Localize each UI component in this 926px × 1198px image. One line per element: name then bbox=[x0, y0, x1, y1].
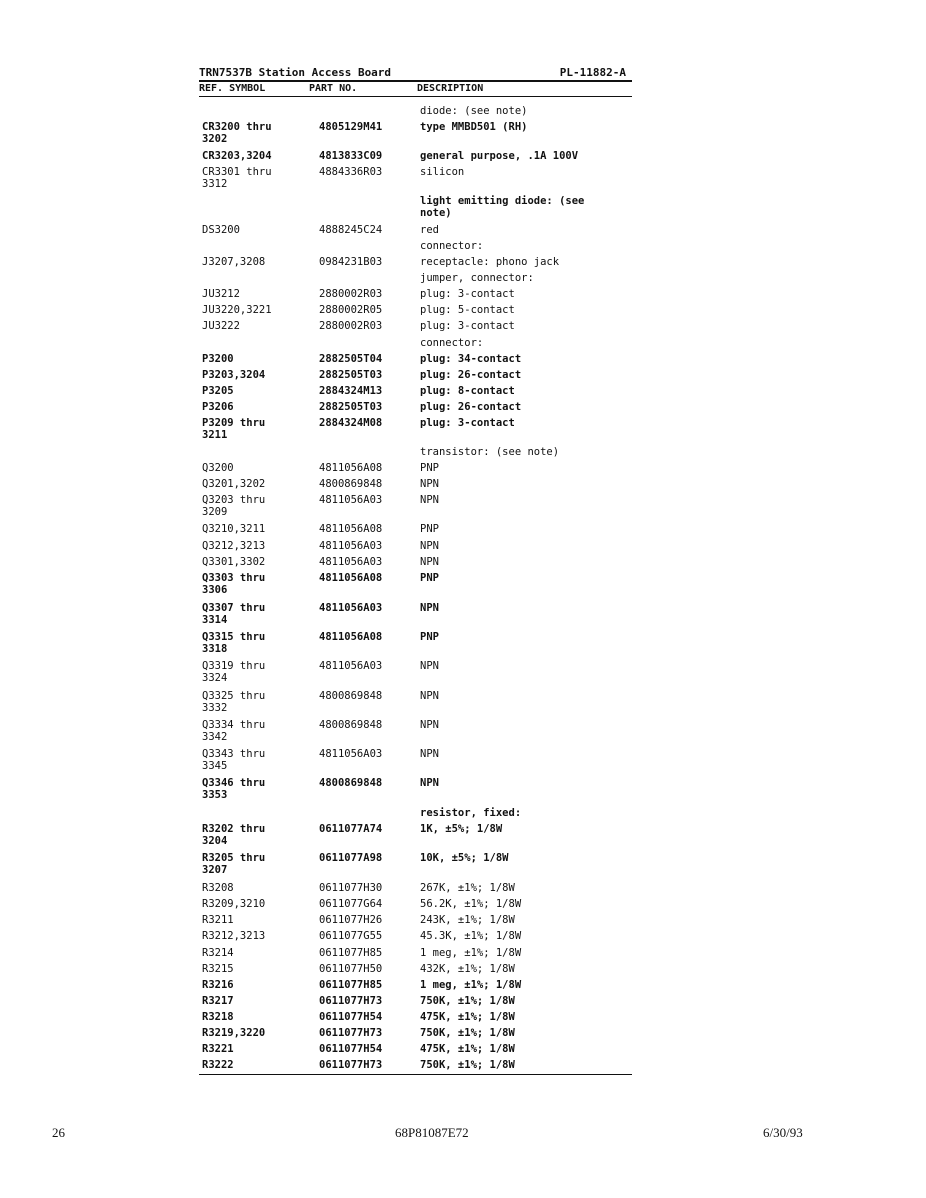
ref-symbol: R3222 bbox=[202, 1059, 234, 1071]
description: plug: 3-contact bbox=[420, 320, 515, 332]
description: PNP bbox=[420, 572, 439, 584]
description: connector: bbox=[420, 337, 484, 349]
description: PNP bbox=[420, 462, 439, 474]
table-row bbox=[199, 631, 632, 655]
board-title: TRN7537B Station Access Board bbox=[199, 66, 392, 79]
part-number bbox=[309, 240, 417, 252]
page-header bbox=[199, 66, 632, 80]
description: 1K, ±5%; 1/8W bbox=[420, 823, 503, 835]
column-header bbox=[199, 82, 632, 96]
table-row bbox=[199, 556, 632, 568]
description: 267K, ±1%; 1/8W bbox=[420, 882, 515, 894]
part-number: 0611077H73 bbox=[319, 1027, 383, 1039]
table-row bbox=[199, 1059, 632, 1071]
ref-symbol: R3211 bbox=[202, 914, 234, 926]
ref-symbol: R3219,3220 bbox=[202, 1027, 266, 1039]
description: 750K, ±1%; 1/8W bbox=[420, 1027, 515, 1039]
part-number: 4811056A03 bbox=[319, 556, 383, 568]
part-number: 0611077H85 bbox=[319, 979, 383, 991]
description: type MMBD501 (RH) bbox=[420, 121, 528, 133]
description: light emitting diode: (see note) bbox=[420, 195, 585, 219]
part-number bbox=[309, 272, 417, 284]
ref-symbol: Q3325 thru 3332 bbox=[202, 690, 266, 714]
ref-symbol: CR3301 thru 3312 bbox=[202, 166, 272, 190]
part-number: 4884336R03 bbox=[319, 166, 383, 178]
table-row bbox=[199, 256, 632, 268]
table-row bbox=[199, 690, 632, 714]
part-number: 0611077H26 bbox=[319, 914, 383, 926]
description: 750K, ±1%; 1/8W bbox=[420, 1059, 515, 1071]
table-row bbox=[199, 540, 632, 552]
ref-symbol: P3205 bbox=[202, 385, 234, 397]
part-number: 0611077G64 bbox=[319, 898, 383, 910]
document-number: 68P81087E72 bbox=[395, 1125, 469, 1140]
part-number: 4805129M41 bbox=[319, 121, 383, 133]
ref-symbol: JU3222 bbox=[202, 320, 240, 332]
part-number: 2880002R05 bbox=[319, 304, 383, 316]
part-number: 0611077H50 bbox=[319, 963, 383, 975]
description: silicon bbox=[420, 166, 465, 178]
description: NPN bbox=[420, 556, 439, 568]
ref-symbol: Q3319 thru 3324 bbox=[202, 660, 266, 684]
part-number: 2882505T03 bbox=[319, 369, 383, 381]
col-part-no: PART NO. bbox=[309, 83, 358, 94]
part-number: 4811056A08 bbox=[319, 572, 383, 584]
table-row bbox=[199, 572, 632, 596]
part-number: 2882505T03 bbox=[319, 401, 383, 413]
ref-symbol: Q3210,3211 bbox=[202, 523, 266, 535]
ref-symbol: J3207,3208 bbox=[202, 256, 266, 268]
description: general purpose, .1A 100V bbox=[420, 150, 579, 162]
table-row bbox=[199, 852, 632, 876]
description: 1 meg, ±1%; 1/8W bbox=[420, 979, 522, 991]
part-number: 4800869848 bbox=[319, 777, 383, 789]
description: NPN bbox=[420, 748, 439, 760]
ref-symbol bbox=[199, 272, 309, 284]
description: NPN bbox=[420, 690, 439, 702]
part-number: 2882505T04 bbox=[319, 353, 383, 365]
part-number: 4811056A08 bbox=[319, 631, 383, 643]
description: NPN bbox=[420, 719, 439, 731]
ref-symbol: JU3212 bbox=[202, 288, 240, 300]
description: plug: 5-contact bbox=[420, 304, 515, 316]
table-row bbox=[199, 882, 632, 894]
part-number: 2884324M13 bbox=[319, 385, 383, 397]
description: 1 meg, ±1%; 1/8W bbox=[420, 947, 522, 959]
part-number: 0611077A98 bbox=[319, 852, 383, 864]
table-row bbox=[199, 166, 632, 190]
part-number: 0611077H73 bbox=[319, 1059, 383, 1071]
ref-symbol bbox=[199, 337, 309, 349]
description: plug: 8-contact bbox=[420, 385, 515, 397]
ref-symbol: P3206 bbox=[202, 401, 234, 413]
description: NPN bbox=[420, 602, 439, 614]
table-row bbox=[199, 446, 632, 458]
table-row bbox=[199, 914, 632, 926]
ref-symbol: Q3303 thru 3306 bbox=[202, 572, 266, 596]
table-row bbox=[199, 979, 632, 991]
description: PNP bbox=[420, 523, 439, 535]
description: 10K, ±5%; 1/8W bbox=[420, 852, 509, 864]
description: NPN bbox=[420, 478, 439, 490]
table-row bbox=[199, 1011, 632, 1023]
part-number: 4811056A03 bbox=[319, 660, 383, 672]
part-number: 4811056A03 bbox=[319, 494, 383, 506]
ref-symbol: CR3203,3204 bbox=[202, 150, 272, 162]
description: jumper, connector: bbox=[420, 272, 534, 284]
table-row bbox=[199, 385, 632, 397]
ref-symbol: Q3343 thru 3345 bbox=[202, 748, 266, 772]
part-number: 0611077G55 bbox=[319, 930, 383, 942]
part-number bbox=[309, 807, 417, 819]
ref-symbol: CR3200 thru 3202 bbox=[202, 121, 272, 145]
part-number: 4888245C24 bbox=[319, 224, 383, 236]
ref-symbol: Q3212,3213 bbox=[202, 540, 266, 552]
description: red bbox=[420, 224, 439, 236]
table-row bbox=[199, 478, 632, 490]
table-row bbox=[199, 947, 632, 959]
part-number: 0611077H30 bbox=[319, 882, 383, 894]
ref-symbol bbox=[199, 195, 309, 219]
table-row bbox=[199, 777, 632, 801]
ref-symbol: R3218 bbox=[202, 1011, 234, 1023]
table-row bbox=[199, 337, 632, 349]
table-row bbox=[199, 719, 632, 743]
description: transistor: (see note) bbox=[420, 446, 560, 458]
part-number: 4811056A08 bbox=[319, 462, 383, 474]
description: NPN bbox=[420, 494, 439, 506]
part-number: 0611077H54 bbox=[319, 1011, 383, 1023]
description: 475K, ±1%; 1/8W bbox=[420, 1043, 515, 1055]
ref-symbol: Q3346 thru 3353 bbox=[202, 777, 266, 801]
table-row bbox=[199, 995, 632, 1007]
part-number: 4800869848 bbox=[319, 719, 383, 731]
part-number: 0611077H85 bbox=[319, 947, 383, 959]
table-row bbox=[199, 353, 632, 365]
ref-symbol bbox=[199, 105, 309, 117]
ref-symbol: Q3301,3302 bbox=[202, 556, 266, 568]
description: receptacle: phono jack bbox=[420, 256, 560, 268]
part-number: 0611077A74 bbox=[319, 823, 383, 835]
ref-symbol bbox=[199, 446, 309, 458]
table-row bbox=[199, 748, 632, 772]
ref-symbol: R3217 bbox=[202, 995, 234, 1007]
part-number: 4800869848 bbox=[319, 478, 383, 490]
col-description: DESCRIPTION bbox=[417, 83, 484, 94]
description: 243K, ±1%; 1/8W bbox=[420, 914, 515, 926]
part-number: 0611077H73 bbox=[319, 995, 383, 1007]
ref-symbol: Q3203 thru 3209 bbox=[202, 494, 266, 518]
description: plug: 26-contact bbox=[420, 369, 522, 381]
description: diode: (see note) bbox=[420, 105, 528, 117]
table-row bbox=[199, 369, 632, 381]
table-row bbox=[199, 1043, 632, 1055]
ref-symbol: R3215 bbox=[202, 963, 234, 975]
part-number: 2880002R03 bbox=[319, 288, 383, 300]
description: NPN bbox=[420, 540, 439, 552]
part-number bbox=[309, 337, 417, 349]
table-row bbox=[199, 930, 632, 942]
ref-symbol: R3208 bbox=[202, 882, 234, 894]
description: 475K, ±1%; 1/8W bbox=[420, 1011, 515, 1023]
table-row bbox=[199, 494, 632, 518]
ref-symbol: P3200 bbox=[202, 353, 234, 365]
part-number: 4813833C09 bbox=[319, 150, 383, 162]
ref-symbol: R3212,3213 bbox=[202, 930, 266, 942]
part-number bbox=[309, 105, 417, 117]
table-row bbox=[199, 240, 632, 252]
table-row bbox=[199, 401, 632, 413]
description: 45.3K, ±1%; 1/8W bbox=[420, 930, 522, 942]
table-row bbox=[199, 523, 632, 535]
ref-symbol: R3209,3210 bbox=[202, 898, 266, 910]
ref-symbol: Q3200 bbox=[202, 462, 234, 474]
ref-symbol: JU3220,3221 bbox=[202, 304, 272, 316]
part-number: 0611077H54 bbox=[319, 1043, 383, 1055]
ref-symbol: Q3201,3202 bbox=[202, 478, 266, 490]
table-row bbox=[199, 1027, 632, 1039]
col-ref-symbol: REF. SYMBOL bbox=[199, 83, 266, 94]
ref-symbol: Q3307 thru 3314 bbox=[202, 602, 266, 626]
ref-symbol: R3216 bbox=[202, 979, 234, 991]
description: plug: 26-contact bbox=[420, 401, 522, 413]
ref-symbol: P3203,3204 bbox=[202, 369, 266, 381]
part-number: 4811056A03 bbox=[319, 602, 383, 614]
table-row bbox=[199, 660, 632, 684]
part-number: 2884324M08 bbox=[319, 417, 383, 429]
ref-symbol bbox=[199, 807, 309, 819]
description: NPN bbox=[420, 777, 439, 789]
table-row bbox=[199, 272, 632, 284]
ref-symbol: Q3315 thru 3318 bbox=[202, 631, 266, 655]
part-number: 2880002R03 bbox=[319, 320, 383, 332]
page-number: 26 bbox=[52, 1125, 65, 1140]
ref-symbol: R3202 thru 3204 bbox=[202, 823, 266, 847]
header-rule-bottom bbox=[199, 96, 632, 97]
ref-symbol: Q3334 thru 3342 bbox=[202, 719, 266, 743]
description: plug: 3-contact bbox=[420, 288, 515, 300]
part-number: 4800869848 bbox=[319, 690, 383, 702]
table-row bbox=[199, 823, 632, 847]
part-number: 4811056A03 bbox=[319, 540, 383, 552]
table-row bbox=[199, 150, 632, 162]
revision-date: 6/30/93 bbox=[763, 1125, 803, 1140]
part-number bbox=[309, 446, 417, 458]
description: plug: 34-contact bbox=[420, 353, 522, 365]
table-row bbox=[199, 224, 632, 236]
description: 56.2K, ±1%; 1/8W bbox=[420, 898, 522, 910]
part-number: 4811056A08 bbox=[319, 523, 383, 535]
table-row bbox=[199, 195, 632, 219]
table-bottom-rule bbox=[199, 1074, 632, 1075]
ref-symbol: R3221 bbox=[202, 1043, 234, 1055]
part-number: 0984231B03 bbox=[319, 256, 383, 268]
table-row bbox=[199, 963, 632, 975]
ref-symbol: R3205 thru 3207 bbox=[202, 852, 266, 876]
table-row bbox=[199, 288, 632, 300]
ref-symbol: DS3200 bbox=[202, 224, 240, 236]
table-row bbox=[199, 807, 632, 819]
table-row bbox=[199, 121, 632, 145]
description: plug: 3-contact bbox=[420, 417, 515, 429]
parts-list bbox=[199, 66, 632, 97]
ref-symbol bbox=[199, 240, 309, 252]
description: 432K, ±1%; 1/8W bbox=[420, 963, 515, 975]
ref-symbol: R3214 bbox=[202, 947, 234, 959]
table-row bbox=[199, 304, 632, 316]
table-row bbox=[199, 462, 632, 474]
table-row bbox=[199, 320, 632, 332]
parts-list-code: PL-11882-A bbox=[559, 66, 626, 79]
table-row bbox=[199, 417, 632, 441]
part-number: 4811056A03 bbox=[319, 748, 383, 760]
table-row bbox=[199, 602, 632, 626]
part-number bbox=[309, 195, 417, 219]
description: NPN bbox=[420, 660, 439, 672]
ref-symbol: P3209 thru 3211 bbox=[202, 417, 266, 441]
table-row bbox=[199, 898, 632, 910]
table-row bbox=[199, 105, 632, 117]
description: resistor, fixed: bbox=[420, 807, 522, 819]
description: PNP bbox=[420, 631, 439, 643]
description: 750K, ±1%; 1/8W bbox=[420, 995, 515, 1007]
description: connector: bbox=[420, 240, 484, 252]
